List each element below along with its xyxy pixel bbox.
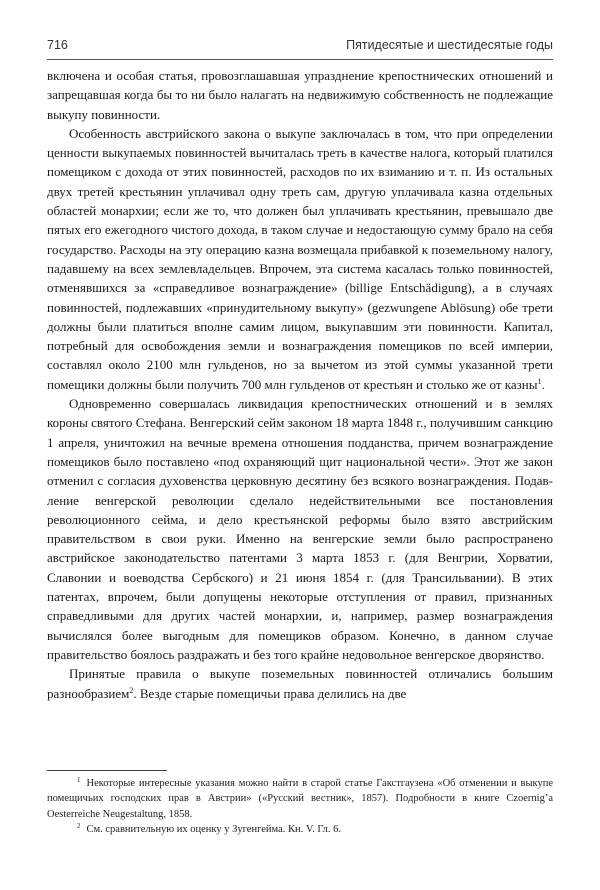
footnote-1-text: Некоторые интересные указания можно найти в старой статье Гакстгаузена «Об отменении и выкупе помещичьих господских прав в Австрии» («Русский вестник», 1857). Подробности в книге Czoernig’a Oesterreiche Neugestaltung, 1858. (47, 778, 553, 820)
paragraph-4-tail: . Везде старые помещичьи права делились на две (133, 685, 407, 701)
paragraph-3: Одновременно совершалась ликвидация крепостнических отношений и в землях короны святого Стефана. Венгерский сейм законом 18 марта 1848 г., получившим санкцию 1 апреля, уничтожил на вечные времена отношения подданства, причем вознаграждение помещиков было поставлено «под охраняющий щит национальной чести». Этот же закон отменил с согласия духовенства церковную десятину без всякого вознаграждения. Подавление венгерской революции сделало недействительными все постановления революционного сейма, и дело крестьянской реформы было взято австрийским правительством в свои руки. Именно на венгерские земли было распространено австрийское законодательство патентами 3 марта 1853 г. (для Венгрии, Хорватии, Славонии и воеводства Сербского) и 21 июня 1854 г. (для Трансильвании). В этих патентах, впрочем, были допущены некоторые отступления от правил, признанных справедливыми для других частей монархии, и, например, размер вознаграждения вычислялся более выгодным для помещиков образом. Конечно, в данном случае правительство боялось раздражать и без того крайне недовольное венгерское дворянство. (47, 396, 553, 662)
footnotes (47, 776, 553, 838)
paragraph-1: включена и особая статья, провозглашавшая упразднение крепостнических отношений и запрещавшая когда бы то ни было налагать на недвижимую собственность не подлежащие выкупу повинности. (47, 68, 553, 122)
running-header (47, 38, 553, 52)
page-number: 716 (47, 38, 68, 52)
header-rule (47, 59, 553, 60)
footnote-2-text: См. сравнительную их оценку у Зугенгейма. Кн. V. Гл. 6. (86, 824, 342, 836)
paragraph-2-tail: . (541, 376, 545, 392)
running-title: Пятидесятые и шестидесятые годы (346, 38, 553, 52)
footnote-ref-2[interactable]: 2 (129, 685, 134, 695)
footnote-ref-1[interactable]: 1 (537, 376, 542, 386)
paragraph-4-text: Принятые правила о выкупе поземельных повинностей отличались большим разнообразием (47, 666, 553, 701)
main-text (47, 66, 553, 703)
footnote-rule (47, 770, 167, 771)
footnote-1-number: 1 (77, 776, 81, 784)
footnote-2 (47, 822, 553, 837)
paragraph-2-text: Особенность австрийского закона о выкупе заключалась в том, что при определении ценности выкупаемых повинностей вычиталась треть в качестве налога, который платился помещиком с дохода от этих повинностей, расходов по их взиманию и т. п. Из остальных двух третей крестьянин уплачивал одну треть сам, другую уплачивала казна отдельных областей монархии; если же то, что должен был уплачивать крестьянин, превышало две пятых его ежегодного чистого дохода, в таком случае и недостающую сумму брало на себя государство. Расходы на эту операцию казна возмещала прибавкой к поземельному налогу, падавшему на всех землевладельцев. Впрочем, эта система касалась только повинностей, отменявшихся за «справедливое вознаграждение» (billige Entschädigung), а в случаях повинностей, подлежавших «принудительному выкупу» (gezwungene Ablösung) обе трети должны были платиться вполне самим лицом, выкупавшим эти повинности. Капитал, потребный для освобождения земли и вознаграждения помещиков по всей империи, составлял около 2100 млн гульденов, но за вычетом из этой суммы указанной трети помещики должны были получить 700 млн гульденов от крестьян и столько же от казны (47, 125, 553, 392)
paragraph-4 (47, 664, 553, 703)
paragraph-2 (47, 124, 553, 394)
footnote-1 (47, 776, 553, 822)
footnote-2-number: 2 (77, 822, 81, 831)
